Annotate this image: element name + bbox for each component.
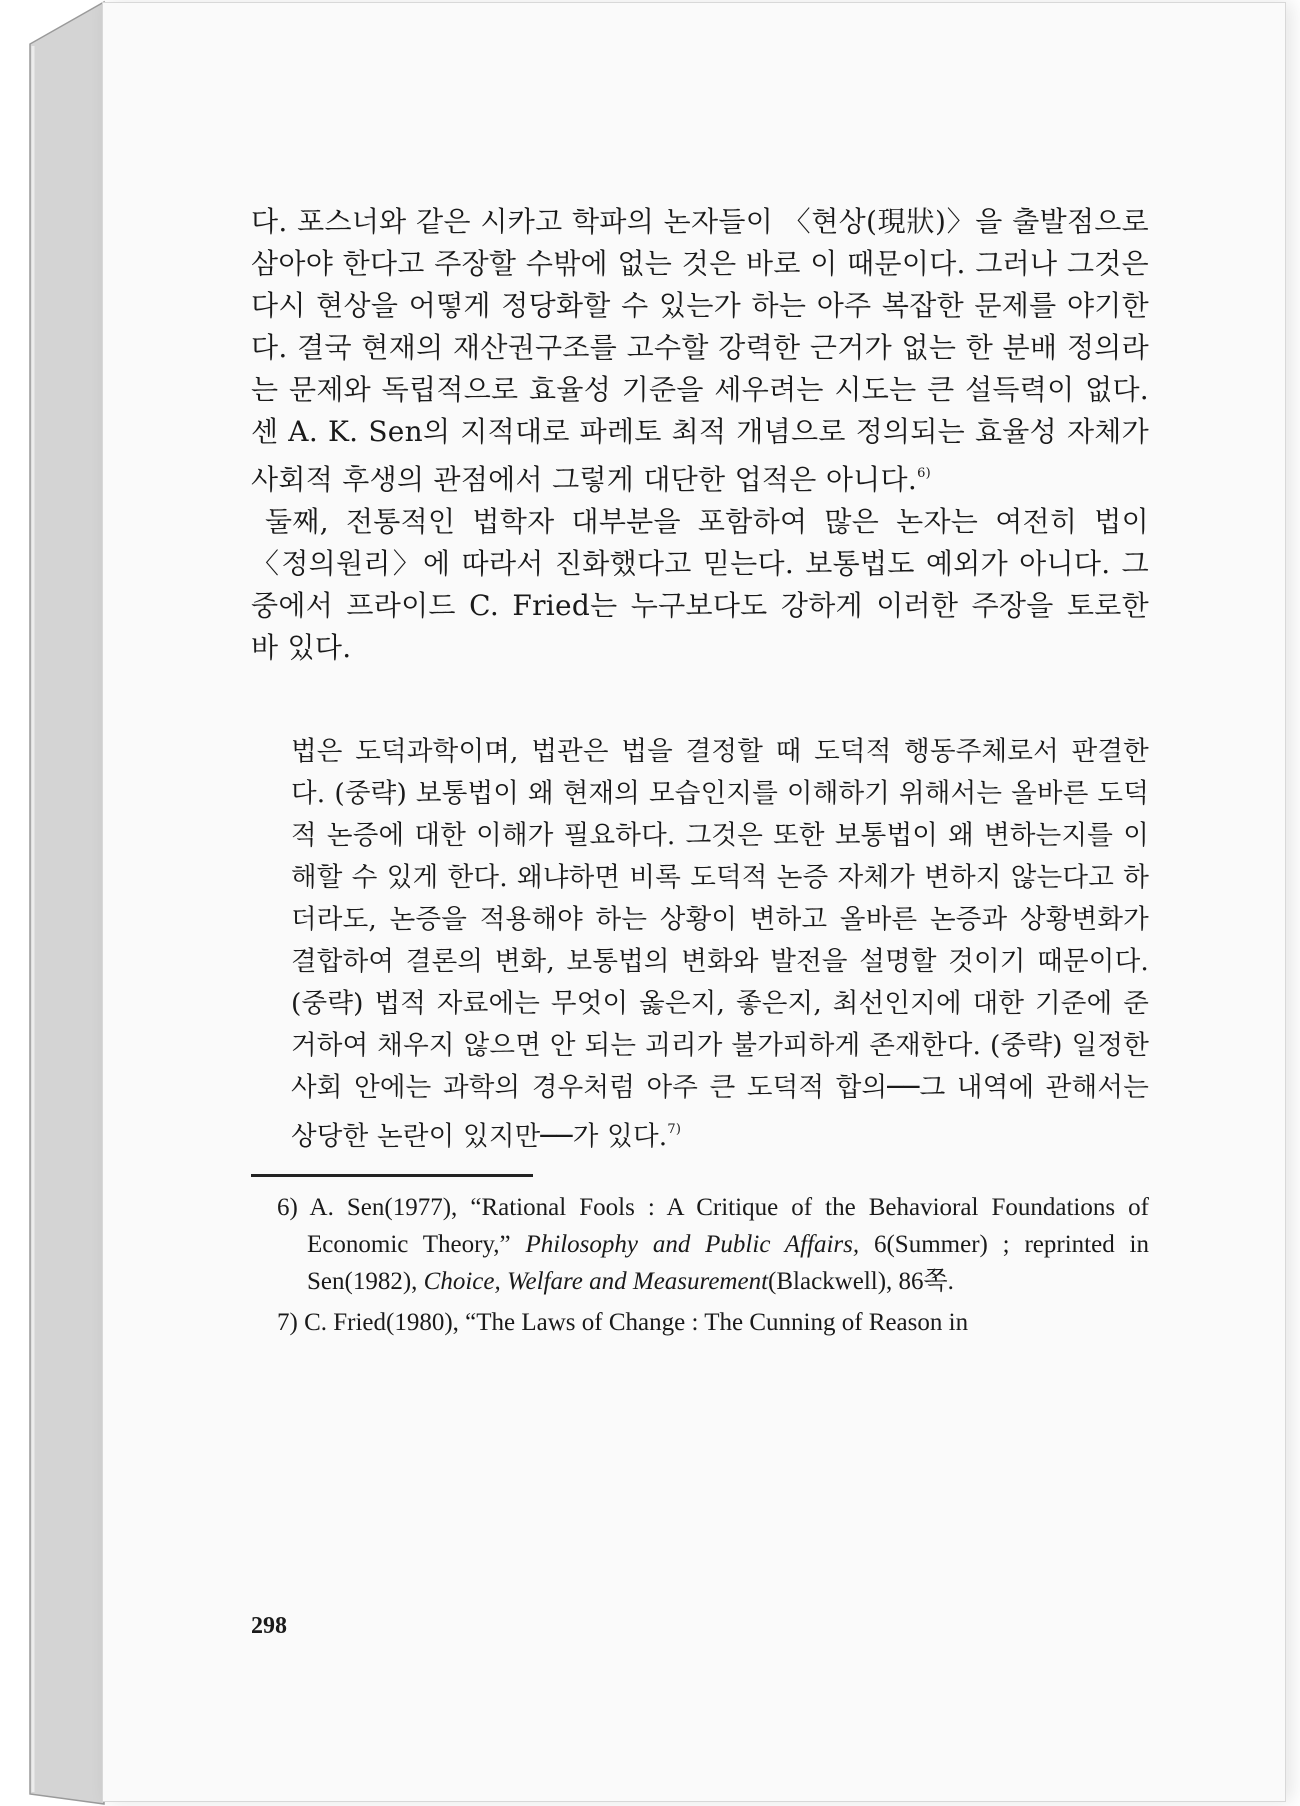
page-number: 298: [251, 1613, 287, 1639]
footnote-7-number: 7): [277, 1309, 298, 1336]
footnote-ref-6: 6): [917, 466, 932, 481]
body-paragraph-2: 둘째, 전통적인 법학자 대부분을 포함하여 많은 논자는 여전히 법이 〈정의원리〉에 따라서 진화했다고 믿는다. 보통법도 예외가 아니다. 그 중에서 프라이드 C. Fried는 누구보다도 강하게 이러한 주장을 토로한 바 있다.: [251, 505, 1149, 664]
page-sheet: [102, 2, 1286, 1802]
block-quote: 법은 도덕과학이며, 법관은 법을 결정할 때 도덕적 행동주체로서 판결한다. (중략) 보통법이 왜 현재의 모습인지를 이해하기 위해서는 올바른 도덕적 논증에 대한 이해가 필요하다. 그것은 또한 보통법이 왜 변하는지를 이해할 수 있게 한다. 왜냐하면 비록 도덕적 논증 자체가 변하지 않는다고 하더라도, 논증을 적용해야 하는 상황이 변하고 올바른 논증과 상황변화가 결합하여 결론의 변화, 보통법의 변화와 발전을 설명할 것이기 때문이다. (중략) 법적 자료에는 무엇이 옳은지, 좋은지, 최선인지에 대한 기준에 준거하여 채우지 않으면 안 되는 괴리가 불가피하게 존재한다. (중략) 일정한 사회 안에는 과학의 경우처럼 아주 큰 도덕적 합의──그 내역에 관해서는 상당한 논란이 있지만──가 있다.$^{7)}$: [291, 736, 1149, 1152]
footnote-ref-7: 7): [667, 1122, 682, 1137]
footnote-6: 6) A. Sen(1977), “Rational Fools : A Critique of the Behavioral Foundations of Economic Theory,” Philosophy and Public Affairs, 6(Summer) ; reprinted in Sen(1982), Choice, Welfare and Measurement(Blackwell), 86쪽.: [277, 1194, 1149, 1295]
body-paragraph-1: 다. 포스너와 같은 시카고 학파의 논자들이 〈현상(現狀)〉을 출발점으로 삼아야 한다고 주장할 수밖에 없는 것은 바로 이 때문이다. 그러나 그것은 다시 현상을 어떻게 정당화할 수 있는가 하는 아주 복잡한 문제를 야기한다. 결국 현재의 재산권구조를 고수할 강력한 근거가 없는 한 분배 정의라는 문제와 독립적으로 효율성 기준을 세우려는 시도는 큰 설득력이 없다. 센 A. K. Sen의 지적대로 파레토 최적 개념으로 정의되는 효율성 자체가 사회적 후생의 관점에서 그렇게 대단한 업적은 아니다.$^{6)}$: [251, 205, 1149, 496]
book-spine: [0, 0, 108, 1806]
footnote-7: 7) C. Fried(1980), “The Laws of Change : The Cunning of Reason in: [277, 1309, 969, 1336]
footnote-6-number: 6): [277, 1194, 298, 1221]
page-body: [251, 201, 1149, 1345]
footnote-divider: [251, 1174, 533, 1177]
